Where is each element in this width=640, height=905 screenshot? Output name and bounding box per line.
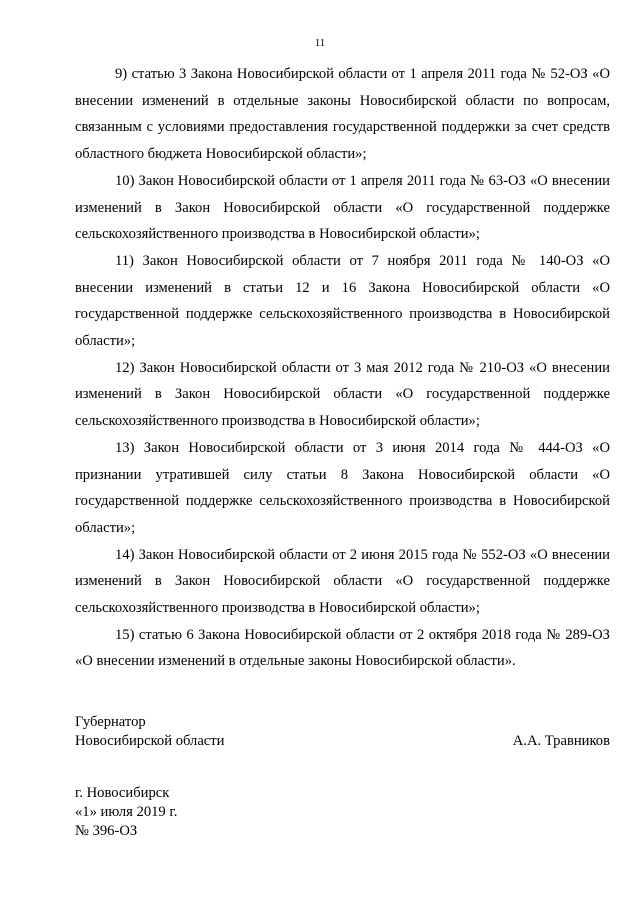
signatory-title: Губернатор (75, 714, 146, 730)
signature-row (75, 732, 610, 751)
list-item: 10) Закон Новосибирской области от 1 апреля 2011 года № 63-ОЗ «О внесении изменений в Закон Новосибирской области «О государственной поддержке сельскохозяйственного производства в Новосибирской области»; (75, 172, 610, 243)
document-body (75, 61, 610, 675)
list-item: 9) статью 3 Закона Новосибирской области от 1 апреля 2011 года № 52-ОЗ «О внесении изменений в отдельные законы Новосибирской области по вопросам, связанным с условиями предоставления государственной поддержки за счет средств областного бюджета Новосибирской области»; (75, 66, 610, 163)
list-item: 15) статью 6 Закона Новосибирской области от 2 октября 2018 года № 289-ОЗ «О внесении изменений в отдельные законы Новосибирской области». (75, 626, 610, 670)
list-item: 13) Закон Новосибирской области от 3 июня 2014 года № 444-ОЗ «О признании утратившей силу статьи 8 Закона Новосибирской области «О государственной поддержке сельскохозяйственного производства в Новосибирской области»; (75, 439, 610, 536)
signature-block (75, 713, 610, 751)
page-number: 11 (314, 37, 326, 49)
footer-number: № 396-ОЗ (75, 823, 138, 839)
list-item: 11) Закон Новосибирской области от 7 ноября 2011 года № 140-ОЗ «О внесении изменений в статьи 12 и 16 Закона Новосибирской области «О государственной поддержке сельскохозяйственного производства в Новосибирской области»; (75, 252, 610, 350)
signatory-name: А.А. Травников (512, 733, 610, 749)
list-item: 14) Закон Новосибирской области от 2 июня 2015 года № 552-ОЗ «О внесении изменений в Закон Новосибирской области «О государственной поддержке сельскохозяйственного производства в Новосибирской области»; (75, 546, 610, 617)
list-item: 12) Закон Новосибирской области от 3 мая 2012 года № 210-ОЗ «О внесении изменений в Закон Новосибирской области «О государственной поддержке сельскохозяйственного производства в Новосибирской области»; (75, 359, 610, 430)
document-footer (75, 784, 610, 841)
signatory-region: Новосибирской области (75, 733, 225, 749)
footer-date: «1» июля 2019 г. (75, 804, 178, 820)
footer-city: г. Новосибирск (75, 785, 170, 801)
